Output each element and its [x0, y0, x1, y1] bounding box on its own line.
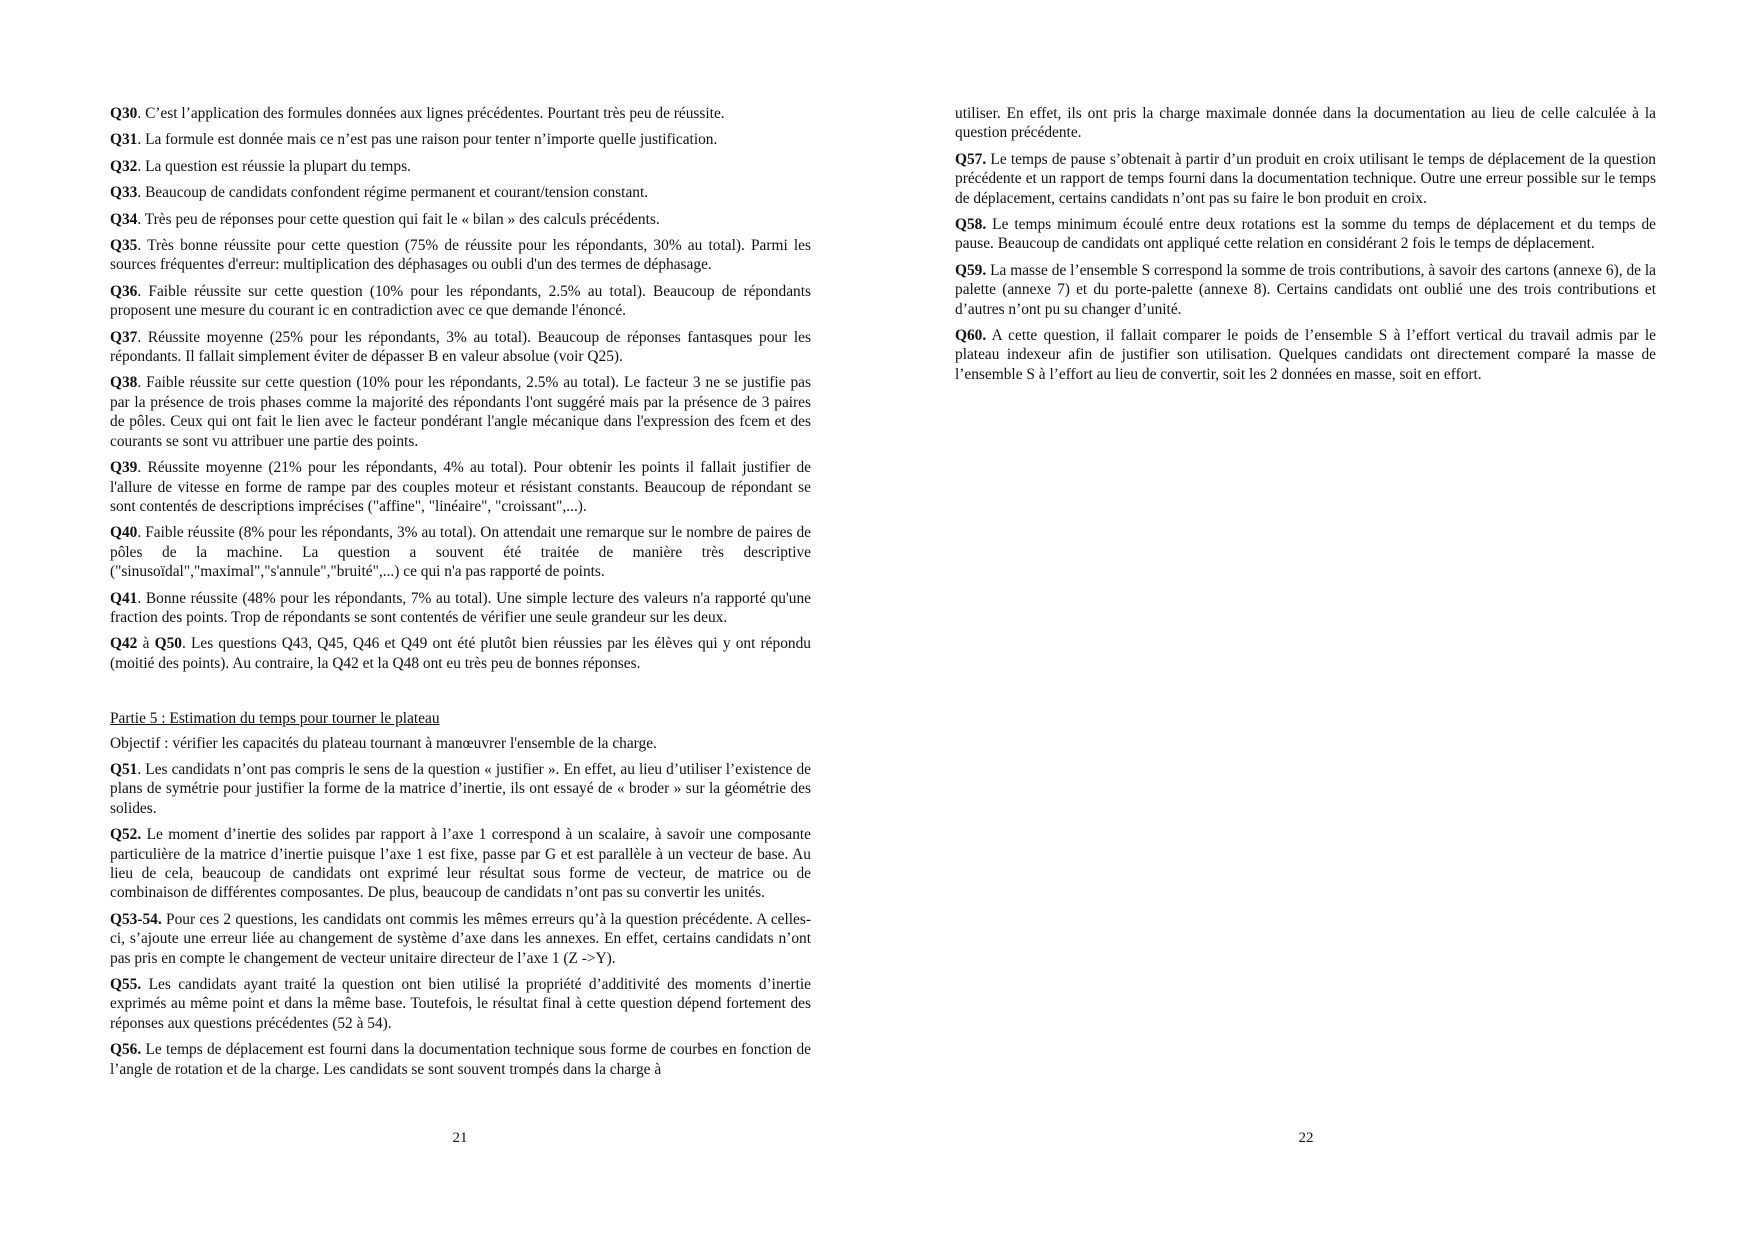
question-label: Q57.: [955, 150, 987, 168]
section-title: Partie 5 : Estimation du temps pour tourner le plateau: [110, 710, 440, 728]
question-label: Q33: [110, 184, 138, 202]
paragraph-q37: Q37. Réussite moyenne (25% pour les répondants, 3% au total). Beaucoup de réponses fantasques pour les répondants. Il fallait simplement éviter de dépasser B en valeur absolue (voir Q25).: [110, 328, 811, 366]
paragraph-q42-q50: Q42 à Q50. Les questions Q43, Q45, Q46 et Q49 ont été plutôt bien réussies par les élèves qui y ont répondu (moitié des points). Au contraire, la Q42 et la Q48 ont eu très peu de bonnes réponses.: [110, 635, 811, 672]
question-label: Q34: [110, 210, 138, 228]
paragraph-q40: Q40. Faible réussite (8% pour les répondants, 3% au total). On attendait une remarque sur le nombre de paires de pôles de la machine. La question a souvent été traitée de manière très descriptive ("sinusoïdal","maximal","s'annule","bruité",...) ce qui n'a pas rapporté de points.: [110, 524, 811, 581]
question-label: Q37: [110, 328, 138, 346]
right-text-column: [955, 104, 1656, 391]
question-label: Q30: [110, 105, 138, 122]
question-label: Q52.: [110, 826, 142, 844]
question-label: Q58.: [955, 216, 987, 234]
paragraph-text: Très bonne réussite pour cette question (75% de réussite pour les répondants, 30% au total). Parmi les sources fréquentes d'erreur: multiplication des déphasages ou oubli d'un des termes de déphasage.: [110, 237, 811, 274]
paragraph-q38: Q38. Faible réussite sur cette question (10% pour les répondants, 2.5% au total). Le facteur 3 ne se justifie pas par la présence de trois phases comme la majorité des répondants l'ont suggéré mais par la présence de 3 paires de pôles. Ceux qui ont fait le lien avec le facteur pondérant l'angle mécanique dans l'expression des fcem et des courants se sont vu attribuer une partie des points.: [110, 374, 811, 450]
paragraph-q35: Q35. Très bonne réussite pour cette question (75% de réussite pour les répondants, 30% au total). Parmi les sources fréquentes d'erreur: multiplication des déphasages ou oubli d'un des termes de déphasage.: [110, 237, 811, 274]
paragraph-text: Faible réussite sur cette question (10% pour les répondants, 2.5% au total). Le facteur 3 ne se justifie pas par la présence de trois phases comme la majorité des répondants l'ont suggéré mais par la présence de 3 paires de pôles. Ceux qui ont fait le lien avec le facteur pondérant l'angle mécanique dans l'expression des fcem et des courants se sont vu attribuer une partie des points.: [110, 374, 811, 450]
paragraph-q60: [955, 326, 1656, 384]
question-label: Q38: [110, 374, 138, 392]
paragraph-text: Très peu de réponses pour cette question qui fait le « bilan » des calculs précédents.: [141, 210, 660, 228]
paragraph-text: . Les questions Q43, Q45, Q46 et Q49 ont été plutôt bien réussies par les élèves qui y ont répondu (moitié des points). Au contraire, la Q42 et la Q48 ont eu très peu de bonnes réponses.: [110, 635, 811, 672]
paragraph-q41: Q41. Bonne réussite (48% pour les répondants, 7% au total). Une simple lecture des valeurs n'a rapporté qu'une fraction des points. Trop de répondants se sont contentés de vérifier une seule grandeur sur les deux.: [110, 589, 811, 626]
paragraph-q30: Q30. C’est l’application des formules données aux lignes précédentes. Pourtant très peu de réussite.: [110, 105, 725, 122]
question-label: Q31: [110, 131, 138, 149]
question-label: Q32: [110, 157, 138, 175]
paragraph-text: Beaucoup de candidats confondent régime permanent et courant/tension constant.: [141, 184, 649, 202]
paragraph-q36: Q36. Faible réussite sur cette question (10% pour les répondants, 2.5% au total). Beaucoup de répondants proposent une mesure du courant ic en contradiction avec ce que demande l'énoncé.: [110, 282, 811, 320]
paragraph-q57: [955, 150, 1656, 208]
paragraph-text: Les candidats ayant traité la question ont bien utilisé la propriété d’additivité des moments d’inertie exprimés au même point et dans la même base. Toutefois, le résultat final à cette question dépend fortement des réponses aux questions précédentes (52 à 54).: [110, 976, 811, 1032]
page-number: 21: [452, 1130, 468, 1146]
page-number: 22: [1298, 1130, 1314, 1146]
paragraph-text: La question est réussie la plupart du temps.: [141, 157, 411, 175]
paragraph-q55: [110, 975, 811, 1033]
paragraph-text: Faible réussite (8% pour les répondants, 3% au total). On attendait une remarque sur le nombre de paires de pôles de la machine. La question a souvent été traitée de manière très descriptive ("sinusoïdal","maximal","s'annule","bruité",...) ce qui n'a pas rapporté de points.: [110, 524, 811, 581]
left-text-column: [110, 104, 811, 1086]
paragraph-text: A cette question, il fallait comparer le poids de l’ensemble S à l’effort vertical du travail admis par le plateau indexeur afin de justifier son utilisation. Quelques candidats ont directement comparé la masse de l’ensemble S à l’effort au lieu de convertir, soit les 2 données en masse, soit en effort.: [955, 327, 1656, 383]
paragraph-q32: Q32. La question est réussie la plupart du temps.: [110, 157, 411, 175]
question-label: Q50: [154, 635, 182, 653]
paragraph-text: C’est l’application des formules données aux lignes précédentes. Pourtant très peu de réussite.: [141, 105, 725, 122]
paragraph-q34: Q34. Très peu de réponses pour cette question qui fait le « bilan » des calculs précédents.: [110, 210, 660, 228]
question-label: Q35: [110, 237, 138, 255]
paragraph-text: La formule est donnée mais ce n’est pas une raison pour tenter n’importe quelle justification.: [141, 131, 718, 149]
paragraph-q58: [955, 215, 1656, 254]
paragraph-q53-54: [110, 910, 811, 968]
paragraph-text: Faible réussite sur cette question (10% pour les répondants, 2.5% au total). Beaucoup de répondants proposent une mesure du courant ic en contradiction avec ce que demande l'énoncé.: [110, 282, 811, 320]
paragraph-q33: Q33. Beaucoup de candidats confondent régime permanent et courant/tension constant.: [110, 184, 649, 202]
paragraph-continuation: utiliser. En effet, ils ont pris la charge maximale donnée dans la documentation au lieu de celle calculée à la question précédente.: [955, 105, 1656, 142]
question-label: Q59.: [955, 261, 987, 279]
question-label: Q40: [110, 524, 138, 542]
paragraph-q31: Q31. La formule est donnée mais ce n’est pas une raison pour tenter n’importe quelle justification.: [110, 131, 718, 149]
paragraph-q52: [110, 825, 811, 903]
question-label: Q53-54.: [110, 910, 162, 928]
paragraph-q59: [955, 261, 1656, 319]
paragraph-text: Le moment d’inertie des solides par rapport à l’axe 1 correspond à un scalaire, à savoir une composante particulière de la matrice d’inertie puisque l’axe 1 est fixe, passe par G et est parallèle à un vecteur de base. Au lieu de cela, beaucoup de candidats ont exprimé leur résultat sous forme de vecteur, de matrice ou de combinaison de différentes composantes. De plus, beaucoup de candidats n’ont pas su convertir les unités.: [110, 826, 811, 902]
right-page: [877, 0, 1754, 1240]
question-label: Q51: [110, 760, 138, 778]
paragraph-text: Réussite moyenne (21% pour les répondants, 4% au total). Pour obtenir les points il fallait justifier de l'allure de vitesse en forme de rampe par des couples moteur et résistant constants. Beaucoup de répondant se sont contentés de descriptions imprécises ("affine", "linéaire", "croissant",...).: [110, 459, 811, 515]
paragraph-q56: [110, 1040, 811, 1079]
paragraph-text: Les candidats n’ont pas compris le sens de la question « justifier ». En effet, au lieu d’utiliser l’existence de plans de symétrie pour justifier la forme de la matrice d’inertie, ils ont essayé de « broder » sur la géométrie des solides.: [110, 760, 811, 817]
paragraph-text: Le temps minimum écoulé entre deux rotations est la somme du temps de déplacement et du temps de pause. Beaucoup de candidats ont appliqué cette relation en considérant 2 fois le temps de déplacement.: [955, 216, 1656, 253]
paragraph-text: Le temps de pause s’obtenait à partir d’un produit en croix utilisant le temps de déplacement de la question précédente et un rapport de temps fourni dans la documentation technique. Outre une erreur possible sur le temps de déplacement, certains candidats n’ont pas su faire le bon produit en croix.: [955, 150, 1656, 207]
paragraph-q39: Q39. Réussite moyenne (21% pour les répondants, 4% au total). Pour obtenir les points il fallait justifier de l'allure de vitesse en forme de rampe par des couples moteur et résistant constants. Beaucoup de répondant se sont contentés de descriptions imprécises ("affine", "linéaire", "croissant",...).: [110, 459, 811, 515]
paragraph-text: Le temps de déplacement est fourni dans la documentation technique sous forme de courbes en fonction de l’angle de rotation et de la charge. Les candidats se sont souvent trompés dans la charge à: [110, 1041, 811, 1078]
question-label: Q56.: [110, 1041, 142, 1059]
question-label: Q55.: [110, 976, 142, 994]
paragraph-q51: Q51. Les candidats n’ont pas compris le sens de la question « justifier ». En effet, au lieu d’utiliser l’existence de plans de symétrie pour justifier la forme de la matrice d’inertie, ils ont essayé de « broder » sur la géométrie des solides.: [110, 760, 811, 817]
paragraph-text: Bonne réussite (48% pour les répondants, 7% au total). Une simple lecture des valeurs n'a rapporté qu'une fraction des points. Trop de répondants se sont contentés de vérifier une seule grandeur sur les deux.: [110, 589, 811, 626]
paragraph-text: Réussite moyenne (25% pour les répondants, 3% au total). Beaucoup de réponses fantasques pour les répondants. Il fallait simplement éviter de dépasser B en valeur absolue (voir Q25).: [110, 328, 811, 366]
question-label: Q60.: [955, 327, 987, 345]
question-label: Q39: [110, 459, 138, 477]
paragraph-text: La masse de l’ensemble S correspond la somme de trois contributions, à savoir des cartons (annexe 6), de la palette (annexe 7) et du porte-palette (annexe 8). Certains candidats ont oublié une des trois contributions et d’autres n’ont pu su changer d’unité.: [955, 261, 1656, 318]
question-label: Q36: [110, 282, 138, 300]
objective-text: Objectif : vérifier les capacités du plateau tournant à manœuvrer l'ensemble de la charge.: [110, 734, 657, 752]
question-label: Q42: [110, 635, 138, 653]
question-label: Q41: [110, 589, 138, 607]
paragraph-text: Pour ces 2 questions, les candidats ont commis les mêmes erreurs qu’à la question précédente. A celles-ci, s’ajoute une erreur liée au changement de système d’axe dans les annexes. En effet, certains candidats n’ont pas pris en compte le changement de vecteur unitaire directeur de l’axe 1 (Z ->Y).: [110, 910, 811, 967]
